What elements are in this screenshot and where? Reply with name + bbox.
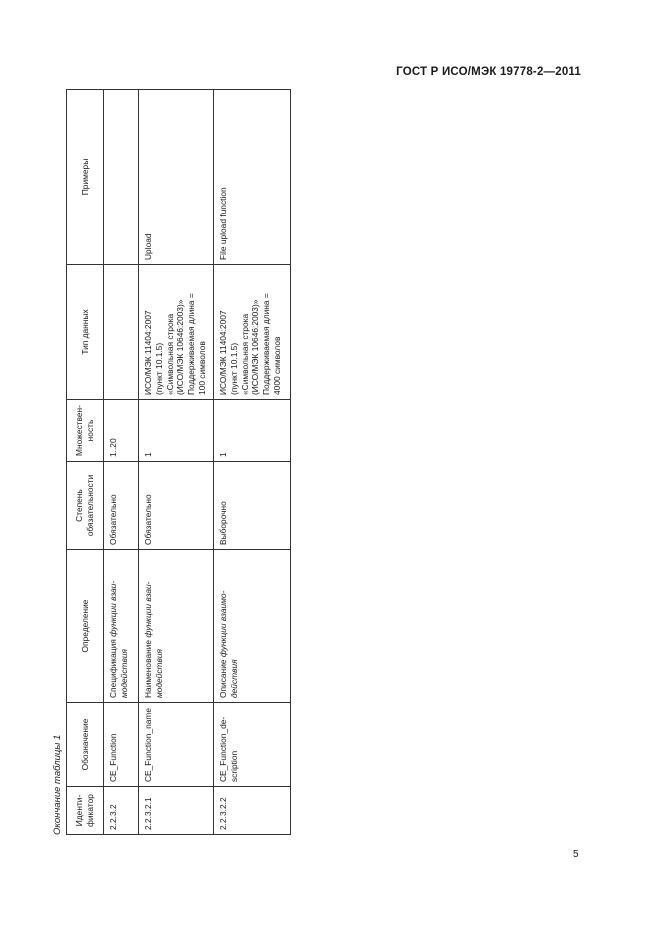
definition-plain: Спецификация xyxy=(108,636,118,698)
definition-plain: Наименование xyxy=(143,637,153,698)
cell-name: CE_Function xyxy=(104,703,139,787)
page-number: 5 xyxy=(573,849,579,860)
col-header-multiplicity: Множествен- ность xyxy=(67,400,104,462)
rotated-table-area xyxy=(52,90,283,835)
standard-header: ГОСТ Р ИСО/МЭК 19778-2—2011 xyxy=(396,66,581,78)
definition-italic: функции взаи- модействия xyxy=(143,581,164,698)
col-header-obligation: Степень обязательности xyxy=(67,462,104,550)
cell-multiplicity: 1..20 xyxy=(104,400,139,462)
cell-datatype: ИСО/МЭК 11404:2007 (пункт 10.1.5) «Символьная строка (ИСО/МЭК 10646:2003)» Поддерживаемая длина = 4000 символов xyxy=(214,265,291,400)
cell-example xyxy=(104,90,139,265)
col-header-definition: Определение xyxy=(67,550,104,703)
spec-table xyxy=(66,89,291,835)
cell-obligation: Обязательно xyxy=(139,462,214,550)
col-header-datatype: Тип данных xyxy=(67,265,104,400)
cell-multiplicity: 1 xyxy=(139,400,214,462)
cell-example: File upload function xyxy=(214,90,291,265)
table-header-row xyxy=(67,90,104,835)
cell-multiplicity: 1 xyxy=(214,400,291,462)
cell-obligation: Выборочно xyxy=(214,462,291,550)
definition-plain: Описание xyxy=(218,657,228,698)
cell-definition xyxy=(214,550,291,703)
cell-obligation: Обязательно xyxy=(104,462,139,550)
cell-id: 2.2.3.2.2 xyxy=(214,787,291,835)
cell-id: 2.2.3.2 xyxy=(104,787,139,835)
table-row xyxy=(139,90,214,835)
cell-datatype xyxy=(104,265,139,400)
cell-id: 2.2.3.2.1 xyxy=(139,787,214,835)
definition-italic: функции взаимо- действия xyxy=(218,590,239,698)
table-caption: Окончание таблицы 1 xyxy=(52,734,63,835)
cell-definition xyxy=(104,550,139,703)
col-header-id: Иденти- фикатор xyxy=(67,787,104,835)
col-header-name: Обозначение xyxy=(67,703,104,787)
cell-name: CE_Function_de- scription xyxy=(214,703,291,787)
cell-name: CE_Function_name xyxy=(139,703,214,787)
definition-italic: функции взаи- модействия xyxy=(108,580,129,698)
cell-definition xyxy=(139,550,214,703)
cell-datatype: ИСО/МЭК 11404:2007 (пункт 10.1.5) «Символьная строка (ИСО/МЭК 10646:2003)» Поддерживаемая длина = 100 символов xyxy=(139,265,214,400)
table-row xyxy=(214,90,291,835)
cell-example: Upload xyxy=(139,90,214,265)
col-header-examples: Примеры xyxy=(67,90,104,265)
table-row xyxy=(104,90,139,835)
